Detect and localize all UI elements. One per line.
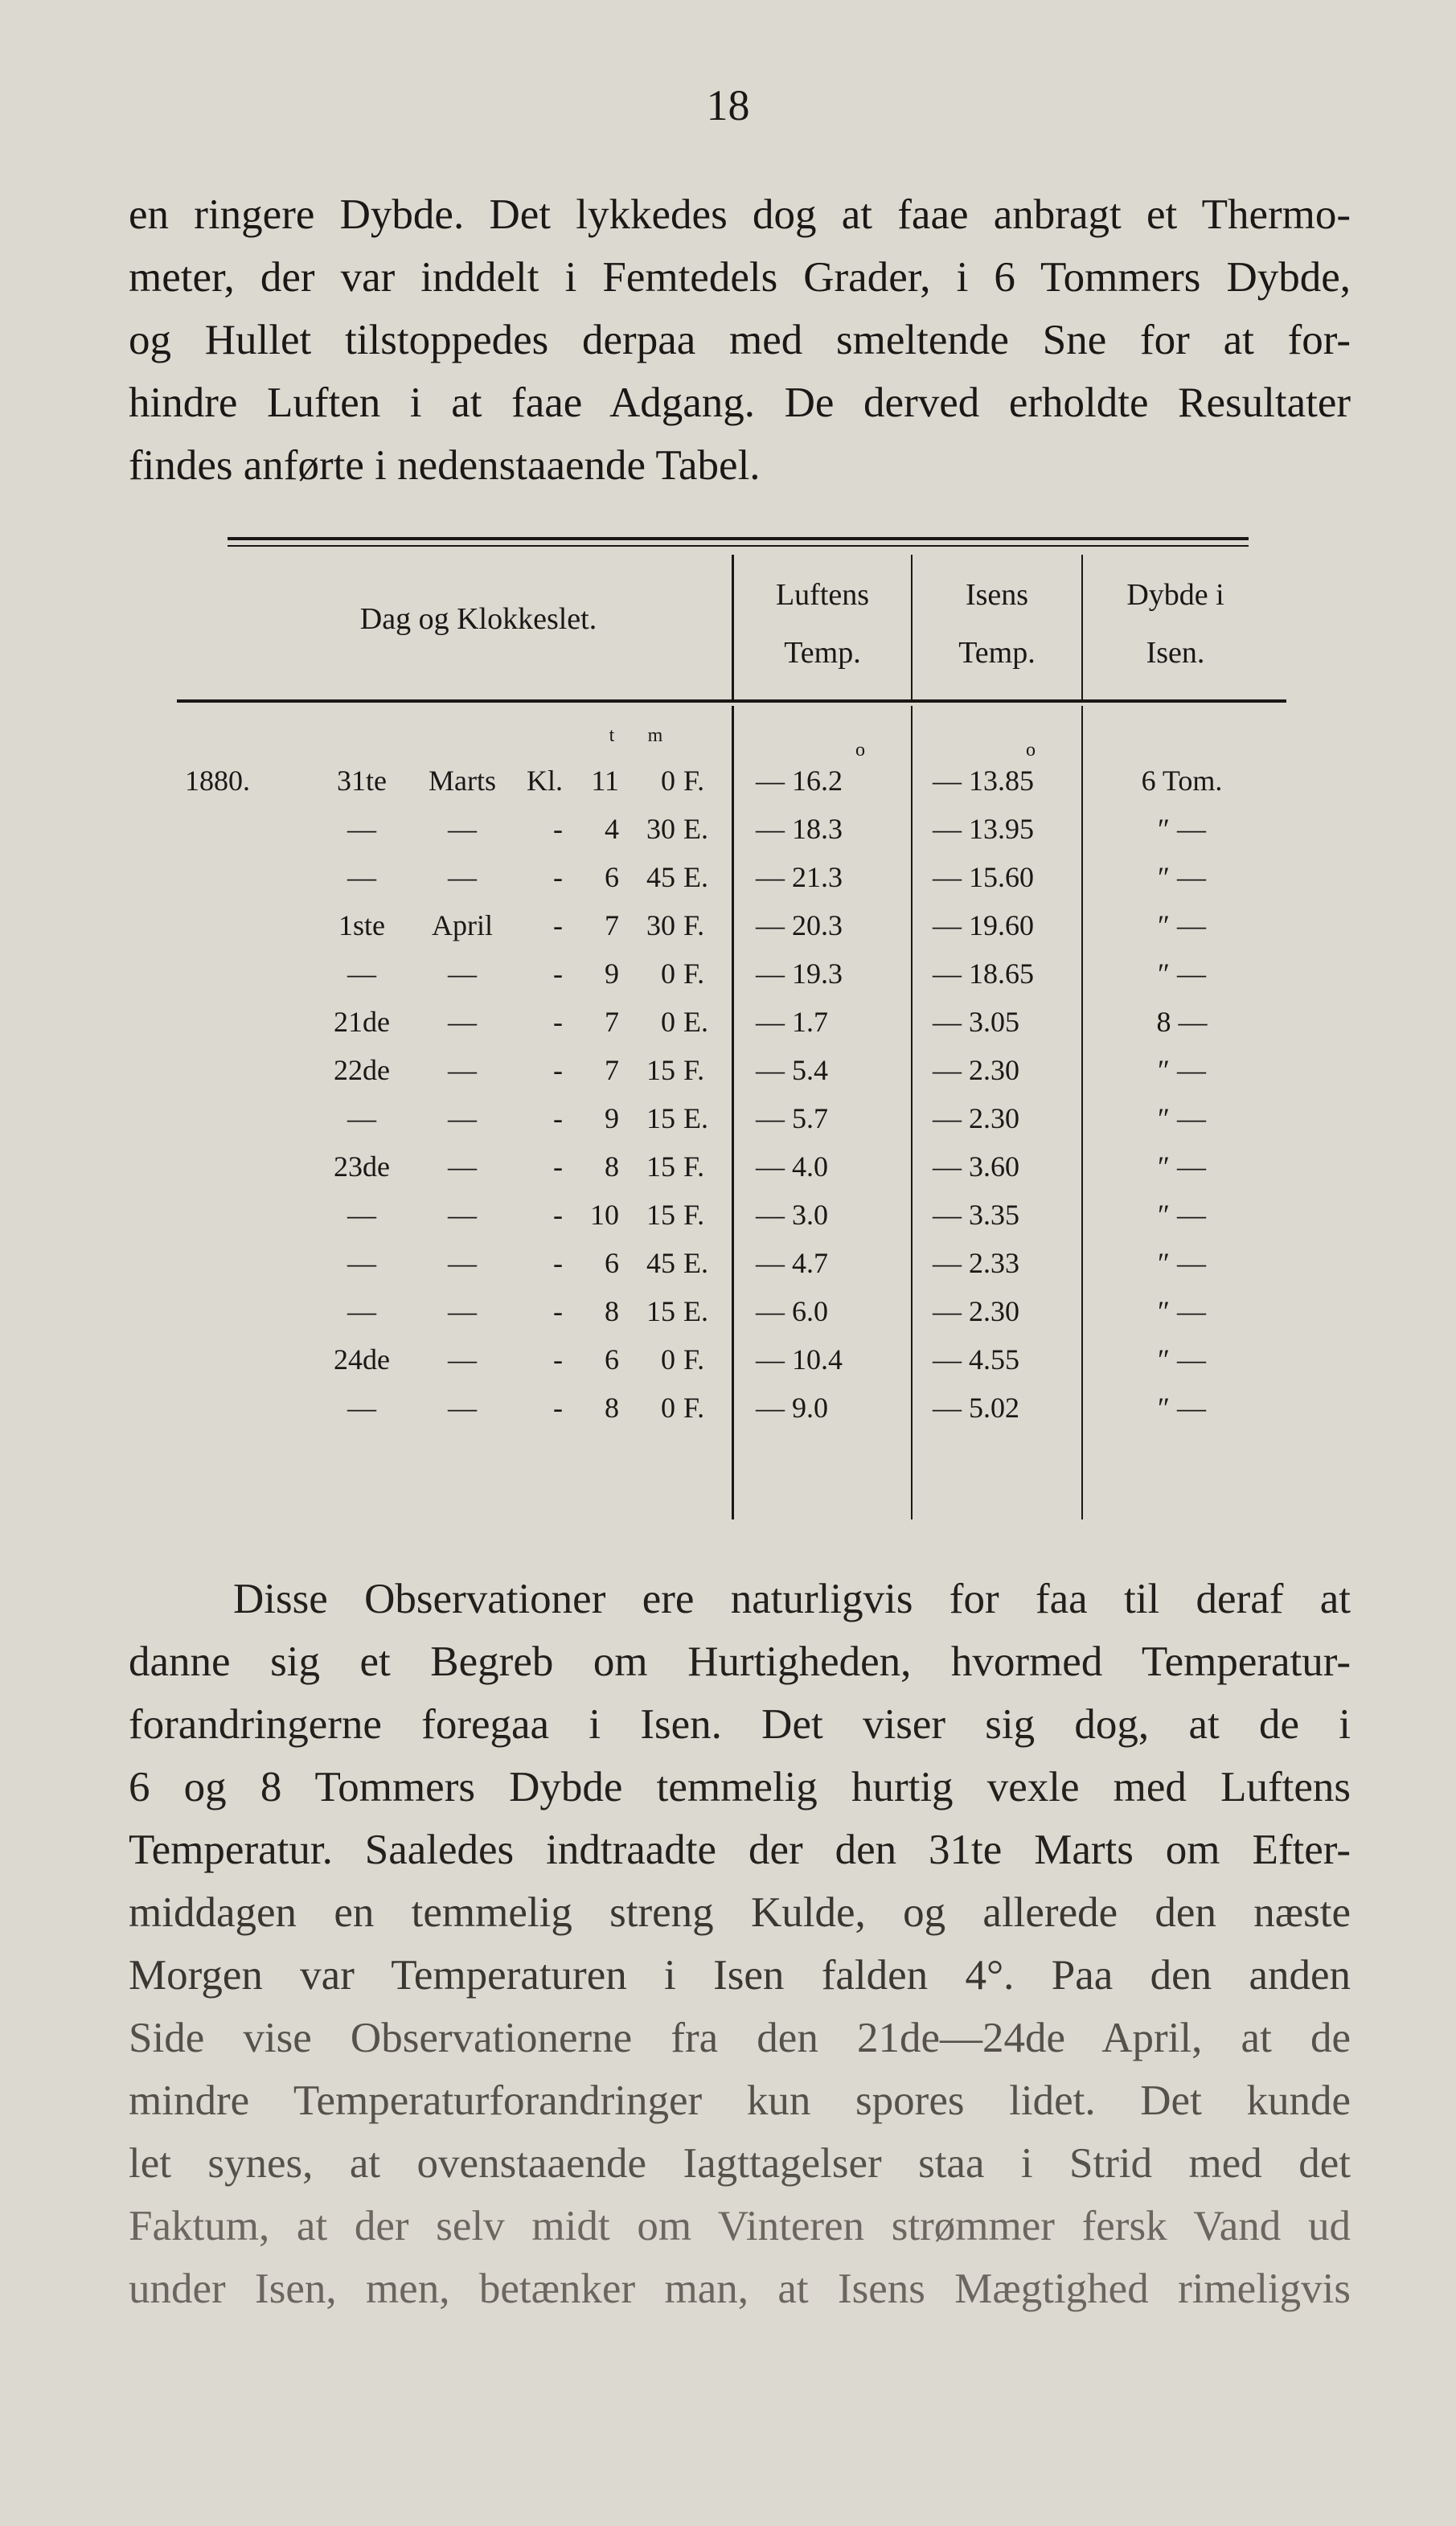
text-line: Morgen var Temperaturen i Isen falden 4°. Paa den anden: [129, 1952, 1351, 1999]
cell-day: 23de: [334, 1150, 390, 1183]
cell-day: —: [347, 958, 376, 990]
cell-month: —: [448, 958, 477, 990]
cell-h: 8: [605, 1150, 619, 1183]
cell-ice: — 2.30: [933, 1054, 1019, 1086]
cell-air: — 1.7: [756, 1006, 828, 1038]
text-line: meter, der var inddelt i Femtedels Grader, i 6 Tommers Dybde,: [129, 254, 1351, 301]
cell-month: —: [448, 1199, 477, 1231]
cell-year: [185, 1097, 297, 1140]
cell-ice: — 5.02: [933, 1392, 1019, 1424]
cell-year: [185, 1000, 297, 1044]
cell-month: —: [448, 1150, 477, 1183]
header-air-temp: Temp.: [784, 636, 861, 670]
cell-day: —: [347, 1247, 376, 1279]
cell-day: 31te: [337, 765, 387, 797]
cell-ap: F.: [683, 765, 705, 797]
cell-ap: F.: [683, 1343, 705, 1376]
cell-year: [185, 904, 297, 947]
cell-air: — 16.2: [756, 765, 843, 797]
cell-year: [185, 1386, 297, 1429]
text-line: Disse Observationer ere naturligvis for faa til deraf at: [233, 1576, 1351, 1622]
cell-kl: -: [553, 1150, 563, 1183]
cell-m: 0: [661, 958, 675, 990]
unit-minutes: m: [647, 725, 663, 746]
cell-air: — 5.7: [756, 1102, 828, 1134]
cell-ice: — 3.05: [933, 1006, 1019, 1038]
cell-air: — 6.0: [756, 1295, 828, 1327]
cell-h: 6: [605, 1247, 619, 1279]
cell-kl: -: [553, 1392, 563, 1424]
cell-month: —: [448, 1392, 477, 1424]
cell-kl: -: [553, 1102, 563, 1134]
unit-hours: t: [609, 725, 615, 746]
cell-kl: -: [553, 1247, 563, 1279]
cell-air: — 4.0: [756, 1150, 828, 1183]
cell-day: 24de: [334, 1343, 390, 1376]
cell-air: — 18.3: [756, 813, 843, 845]
cell-depth: ″ —: [1158, 813, 1206, 845]
column-divider: [732, 706, 734, 1519]
cell-year: [185, 855, 297, 899]
cell-m: 15: [646, 1295, 675, 1327]
cell-h: 7: [605, 909, 619, 941]
cell-kl: -: [553, 1343, 563, 1376]
cell-h: 6: [605, 861, 619, 893]
cell-m: 0: [661, 1392, 675, 1424]
cell-depth: 6 Tom.: [1141, 765, 1223, 797]
cell-air: — 3.0: [756, 1199, 828, 1231]
cell-month: —: [448, 1102, 477, 1134]
cell-month: —: [448, 1343, 477, 1376]
cell-year: [185, 1048, 297, 1092]
cell-ice: — 13.95: [933, 813, 1034, 845]
cell-ap: E.: [683, 1006, 708, 1038]
cell-m: 45: [646, 861, 675, 893]
table-top-rule: [228, 545, 1249, 547]
body-paragraph: [129, 1568, 1351, 2320]
text-line: 6 og 8 Tommers Dybde temmelig hurtig vexle med Luftens: [129, 1764, 1351, 1810]
cell-depth: ″ —: [1158, 1054, 1206, 1086]
text-line: Faktum, at der selv midt om Vinteren strømmer fersk Vand ud: [129, 2203, 1351, 2249]
text-line: findes anførte i nedenstaaende Tabel.: [129, 442, 761, 489]
cell-ap: F.: [683, 1392, 705, 1424]
cell-m: 30: [646, 813, 675, 845]
cell-month: —: [448, 1295, 477, 1327]
cell-depth: ″ —: [1158, 1295, 1206, 1327]
cell-day: —: [347, 1102, 376, 1134]
cell-year: [185, 1338, 297, 1381]
cell-kl: -: [553, 909, 563, 941]
cell-h: 7: [605, 1006, 619, 1038]
cell-air: — 5.4: [756, 1054, 828, 1086]
cell-ap: F.: [683, 958, 705, 990]
header-ice-temp: Isens: [965, 578, 1029, 612]
cell-day: —: [347, 1295, 376, 1327]
cell-ap: E.: [683, 1102, 708, 1134]
text-line: let synes, at ovenstaaende Iagttagelser staa i Strid med det: [129, 2140, 1351, 2187]
table-top-rule: [228, 537, 1249, 540]
cell-ice: — 13.85: [933, 765, 1034, 797]
header-depth: Dybde i: [1126, 578, 1224, 612]
cell-month: —: [448, 861, 477, 893]
unit-degree: o: [855, 740, 865, 761]
cell-kl: -: [553, 1199, 563, 1231]
cell-day: —: [347, 1392, 376, 1424]
cell-year: [185, 807, 297, 851]
cell-m: 15: [646, 1102, 675, 1134]
cell-h: 8: [605, 1392, 619, 1424]
cell-ice: — 3.60: [933, 1150, 1019, 1183]
cell-depth: ″ —: [1158, 958, 1206, 990]
cell-month: —: [448, 1006, 477, 1038]
cell-year: [185, 1241, 297, 1285]
cell-month: —: [448, 813, 477, 845]
cell-m: 0: [661, 765, 675, 797]
header-air-temp: Luftens: [775, 578, 870, 612]
cell-year: [185, 1145, 297, 1188]
unit-degree: o: [1026, 740, 1036, 761]
cell-air: — 10.4: [756, 1343, 843, 1376]
header-date-time: Dag og Klokkeslet.: [359, 602, 597, 636]
cell-month: —: [448, 1247, 477, 1279]
cell-m: 0: [661, 1343, 675, 1376]
header-depth: Isen.: [1146, 636, 1205, 670]
text-line: under Isen, men, betænker man, at Isens Mægtighed rimeligvis: [129, 2266, 1351, 2312]
cell-depth: ″ —: [1158, 909, 1206, 941]
cell-h: 11: [591, 765, 619, 797]
cell-year: [185, 1193, 297, 1236]
cell-air: — 9.0: [756, 1392, 828, 1424]
cell-day: —: [347, 861, 376, 893]
text-line: danne sig et Begreb om Hurtigheden, hvormed Temperatur-: [129, 1638, 1351, 1685]
cell-kl: -: [553, 813, 563, 845]
cell-day: 22de: [334, 1054, 390, 1086]
cell-ice: — 3.35: [933, 1199, 1019, 1231]
text-line: Side vise Observationerne fra den 21de—24de April, at de: [129, 2015, 1351, 2061]
cell-m: 0: [661, 1006, 675, 1038]
cell-ap: E.: [683, 861, 708, 893]
cell-air: — 21.3: [756, 861, 843, 893]
cell-depth: ″ —: [1158, 1247, 1206, 1279]
cell-h: 8: [605, 1295, 619, 1327]
column-divider: [1081, 706, 1083, 1519]
cell-air: — 19.3: [756, 958, 843, 990]
cell-ap: F.: [683, 909, 705, 941]
cell-ice: — 18.65: [933, 958, 1034, 990]
cell-ice: — 2.30: [933, 1102, 1019, 1134]
cell-month: April: [432, 909, 493, 941]
cell-h: 10: [590, 1199, 619, 1231]
cell-depth: ″ —: [1158, 1343, 1206, 1376]
text-line: og Hullet tilstoppedes derpaa med smeltende Sne for at for-: [129, 317, 1351, 363]
cell-depth: ″ —: [1158, 1392, 1206, 1424]
cell-year: [185, 952, 297, 995]
text-line: en ringere Dybde. Det lykkedes dog at faae anbragt et Thermo-: [129, 191, 1351, 238]
cell-ap: F.: [683, 1150, 705, 1183]
cell-h: 7: [605, 1054, 619, 1086]
text-line: hindre Luften i at faae Adgang. De derved erholdte Resultater: [129, 379, 1351, 426]
text-line: Temperatur. Saaledes indtraadte der den 31te Marts om Efter-: [129, 1827, 1351, 1873]
cell-depth: ″ —: [1158, 861, 1206, 893]
page-number: 18: [706, 81, 750, 129]
cell-kl: Kl.: [527, 765, 563, 797]
cell-ice: — 2.30: [933, 1295, 1019, 1327]
cell-day: 1ste: [338, 909, 385, 941]
cell-m: 30: [646, 909, 675, 941]
cell-ap: E.: [683, 813, 708, 845]
cell-month: —: [448, 1054, 477, 1086]
cell-day: —: [347, 813, 376, 845]
cell-month: Marts: [429, 765, 496, 797]
cell-kl: -: [553, 1054, 563, 1086]
cell-ice: — 4.55: [933, 1343, 1019, 1376]
cell-day: —: [347, 1199, 376, 1231]
cell-air: — 20.3: [756, 909, 843, 941]
cell-m: 15: [646, 1054, 675, 1086]
cell-depth: ″ —: [1158, 1199, 1206, 1231]
cell-m: 15: [646, 1199, 675, 1231]
cell-h: 9: [605, 1102, 619, 1134]
cell-kl: -: [553, 1006, 563, 1038]
column-divider: [911, 706, 913, 1519]
cell-kl: -: [553, 958, 563, 990]
cell-h: 6: [605, 1343, 619, 1376]
table-header-rule: [177, 699, 1286, 703]
cell-m: 15: [646, 1150, 675, 1183]
cell-ap: F.: [683, 1199, 705, 1231]
cell-ice: — 2.33: [933, 1247, 1019, 1279]
cell-h: 9: [605, 958, 619, 990]
cell-kl: -: [553, 861, 563, 893]
cell-h: 4: [605, 813, 619, 845]
cell-day: 21de: [334, 1006, 390, 1038]
cell-depth: ″ —: [1158, 1102, 1206, 1134]
cell-depth: ″ —: [1158, 1150, 1206, 1183]
header-ice-temp: Temp.: [958, 636, 1036, 670]
text-line: middagen en temmelig streng Kulde, og allerede den næste: [129, 1889, 1351, 1936]
cell-year: 1880.: [185, 765, 250, 797]
cell-ice: — 19.60: [933, 909, 1034, 941]
cell-air: — 4.7: [756, 1247, 828, 1279]
cell-year: [185, 1290, 297, 1333]
cell-ap: E.: [683, 1247, 708, 1279]
text-line: mindre Temperaturforandringer kun spores lidet. Det kunde: [129, 2077, 1351, 2124]
cell-ap: F.: [683, 1054, 705, 1086]
cell-ice: — 15.60: [933, 861, 1034, 893]
cell-depth: 8 —: [1156, 1006, 1208, 1038]
cell-m: 45: [646, 1247, 675, 1279]
cell-ap: E.: [683, 1295, 708, 1327]
text-line: forandringerne foregaa i Isen. Det viser sig dog, at de i: [129, 1701, 1351, 1748]
cell-kl: -: [553, 1295, 563, 1327]
